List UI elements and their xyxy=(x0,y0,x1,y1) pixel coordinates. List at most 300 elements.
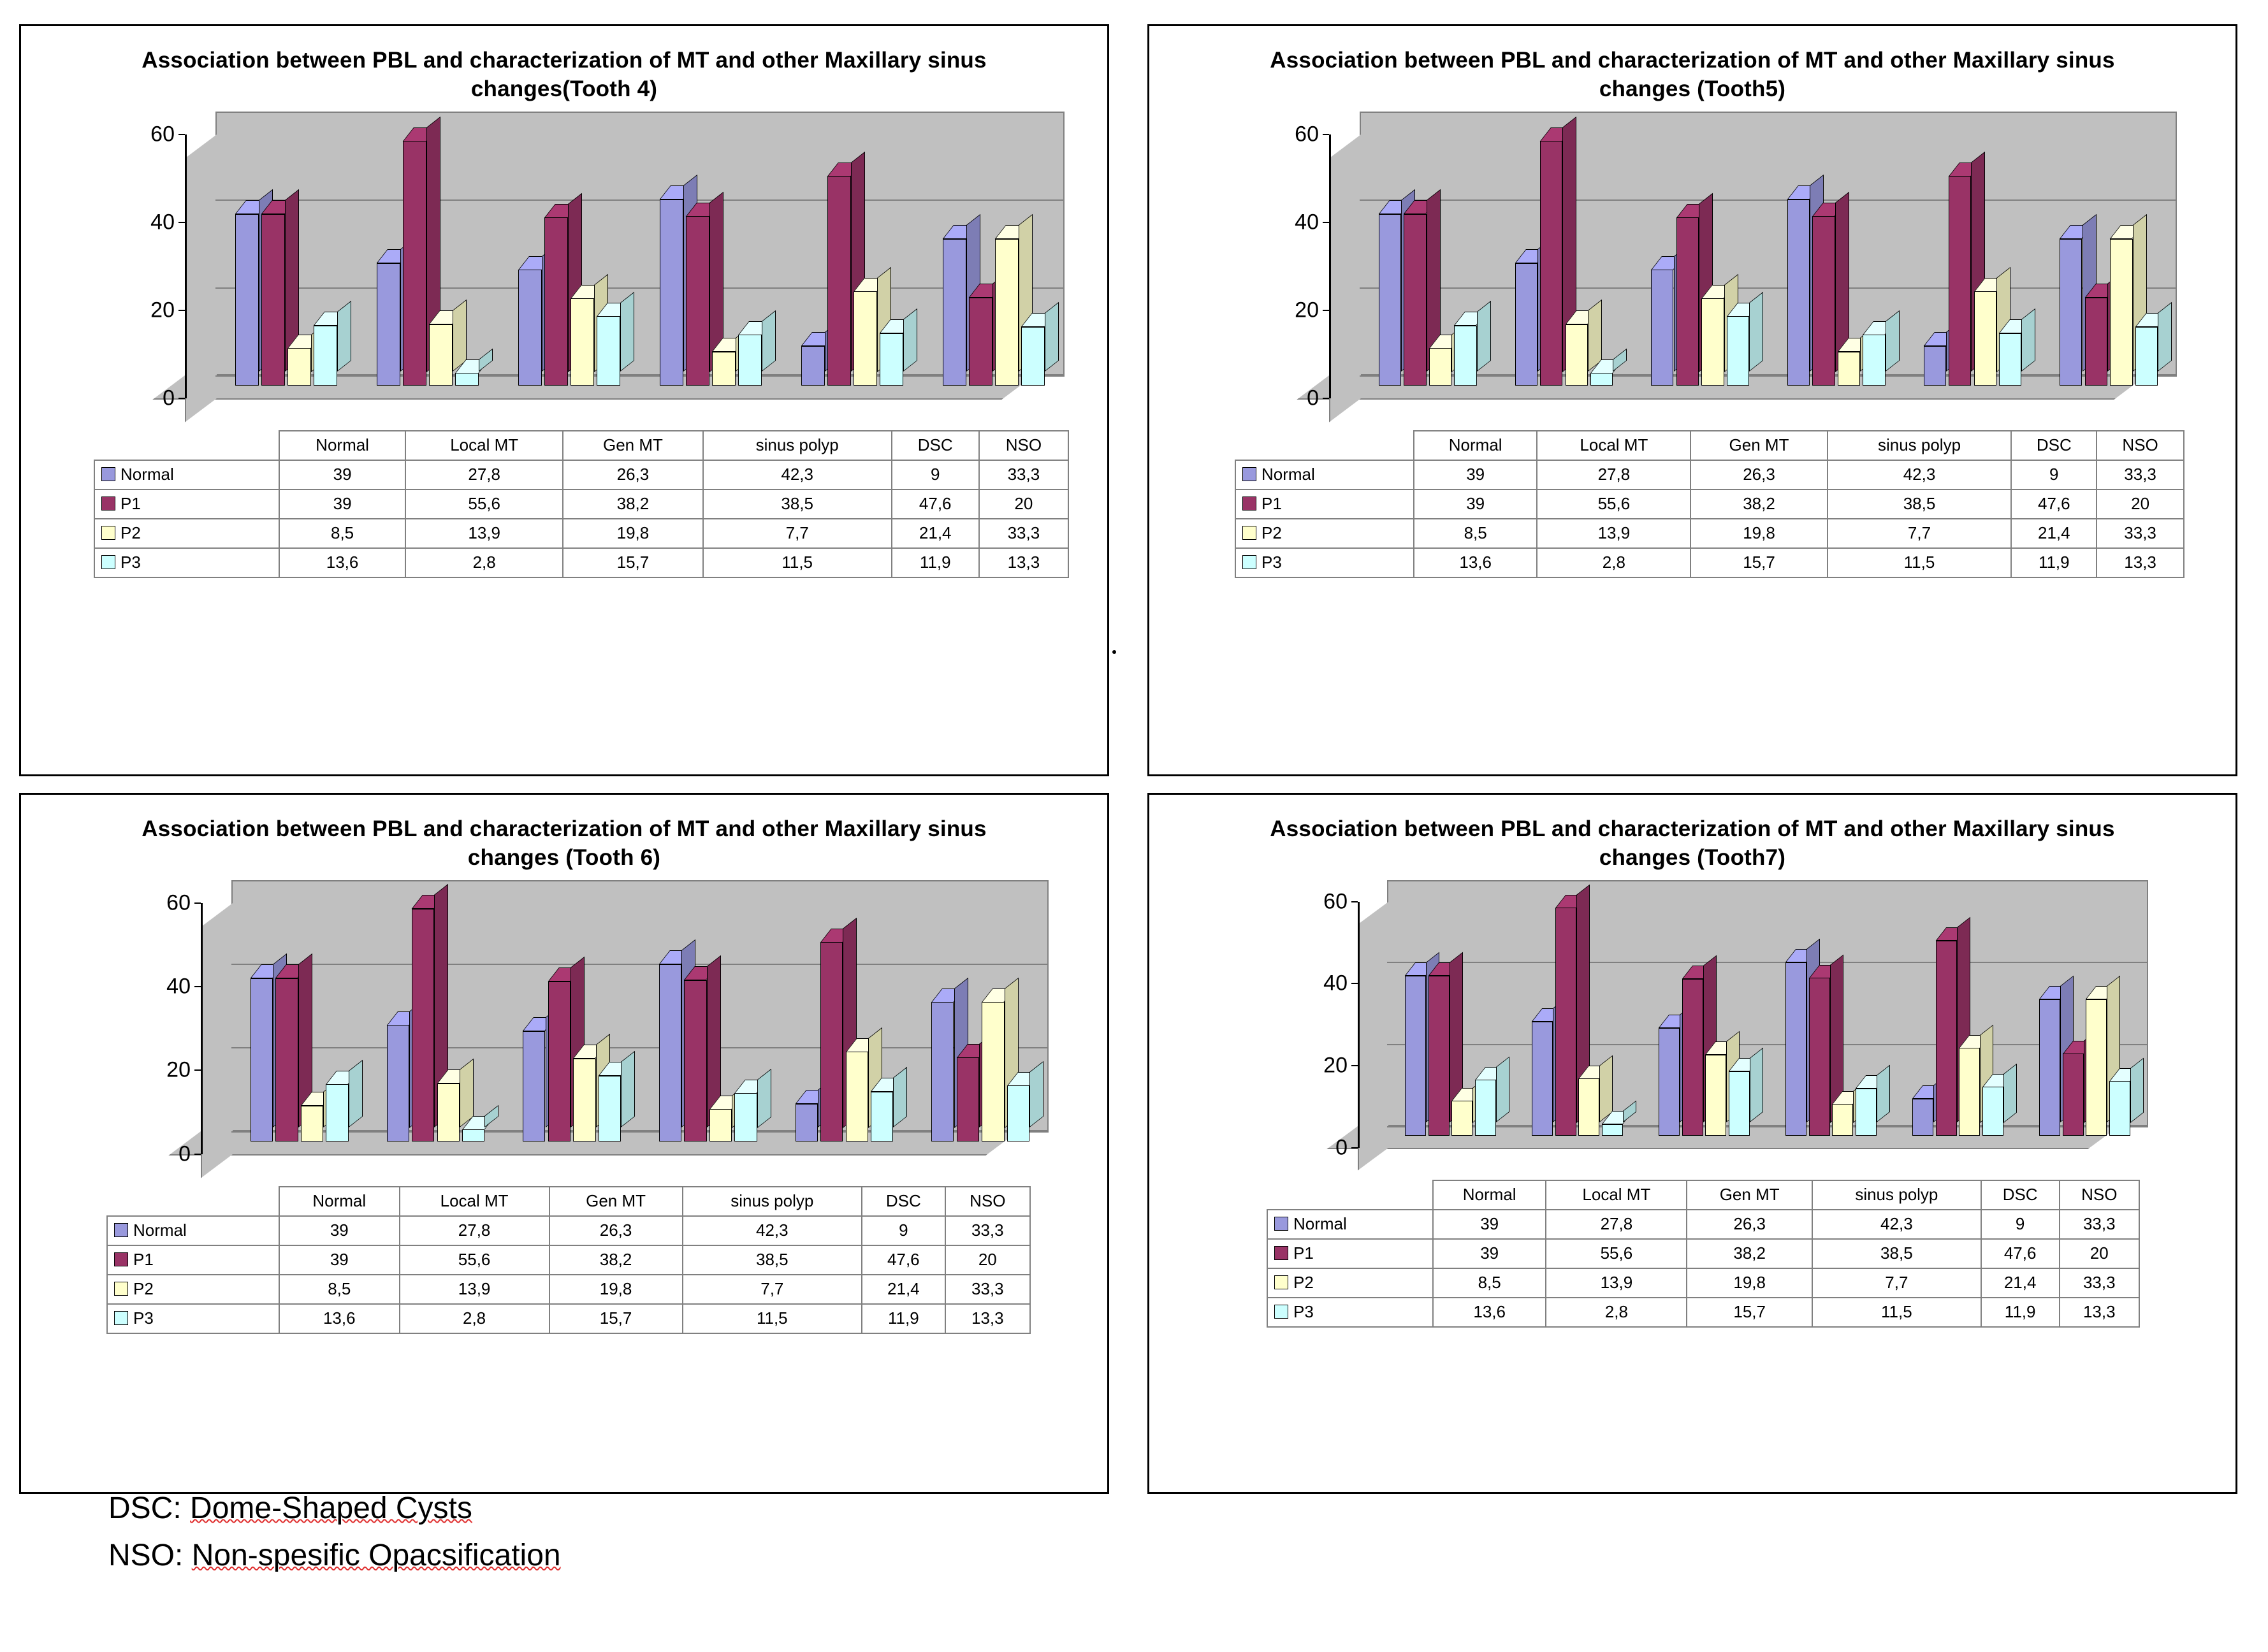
table-cell: 26,3 xyxy=(1690,460,1827,489)
bar-normal-normal xyxy=(235,214,259,386)
y-axis-tick-label: 40 xyxy=(166,974,191,999)
y-axis-tick-label: 20 xyxy=(1295,298,1319,322)
chart-data-table xyxy=(1235,430,2184,578)
bar-side-face xyxy=(757,1069,771,1127)
table-cell: 38,2 xyxy=(1690,489,1827,519)
table-cell: 8,5 xyxy=(279,1275,400,1304)
table-row xyxy=(1235,548,2184,577)
bar-p1-local-mt xyxy=(1540,141,1562,386)
bar-p3-gen-mt xyxy=(597,316,620,385)
y-axis-tick xyxy=(1351,901,1358,902)
table-cell: 33,3 xyxy=(979,460,1068,489)
table-cell: 19,8 xyxy=(549,1275,683,1304)
table-cell: 9 xyxy=(2011,460,2097,489)
chart-tooth5 xyxy=(1208,112,2177,430)
gridline xyxy=(215,199,1065,201)
bar-p1-local-mt xyxy=(412,909,434,1141)
y-axis-tick xyxy=(194,1069,201,1071)
legend-swatch-p1 xyxy=(101,496,115,511)
table-row-label: P3 xyxy=(107,1304,279,1333)
bar-p2-nso xyxy=(2086,999,2107,1136)
table-row xyxy=(1235,460,2184,489)
plot-area xyxy=(1295,112,2177,410)
y-axis-tick xyxy=(1351,1065,1358,1066)
bar-p1-nso xyxy=(957,1057,979,1141)
bar-p1-sinus-polyp xyxy=(686,216,709,386)
table-header-row xyxy=(107,1187,1030,1216)
table-cell: 39 xyxy=(279,1245,400,1275)
table-header-row xyxy=(1267,1180,2139,1210)
table-column-header: Normal xyxy=(1433,1180,1546,1210)
bar-p3-dsc xyxy=(1982,1087,2003,1136)
bar-normal-gen-mt xyxy=(523,1031,545,1141)
table-cell: 55,6 xyxy=(1546,1239,1687,1268)
table-row xyxy=(1267,1239,2139,1268)
bar-p3-sinus-polyp xyxy=(1863,335,1885,385)
bar-p3-gen-mt xyxy=(1729,1071,1750,1136)
table-cell: 13,3 xyxy=(2097,548,2184,577)
gridline xyxy=(1360,112,2177,113)
bar-p2-normal xyxy=(1451,1101,1472,1136)
gridline xyxy=(1387,1044,2148,1045)
table-row xyxy=(107,1245,1030,1275)
table-header-row xyxy=(1235,431,2184,460)
y-axis-tick xyxy=(178,398,185,399)
plot-area xyxy=(1323,880,2148,1160)
gridline xyxy=(1360,199,2177,201)
bar-side-face xyxy=(2130,1057,2144,1122)
bar-p1-normal xyxy=(261,214,285,386)
legend-swatch-normal xyxy=(114,1223,128,1237)
table-row xyxy=(1267,1298,2139,1327)
table-column-header: Local MT xyxy=(1546,1180,1687,1210)
bar-normal-gen-mt xyxy=(1659,1028,1680,1136)
bar-normal-nso xyxy=(2039,999,2060,1136)
chart-data-table xyxy=(106,1186,1031,1334)
bar-p2-gen-mt xyxy=(573,1059,595,1141)
table-corner-cell xyxy=(107,1187,279,1216)
footnote-nso-term: NSO: xyxy=(108,1539,184,1573)
bar-p1-normal xyxy=(1404,214,1426,386)
table-column-header: Gen MT xyxy=(549,1187,683,1216)
table-cell: 33,3 xyxy=(945,1275,1030,1304)
table-cell: 38,2 xyxy=(563,489,703,519)
bar-side-face xyxy=(903,308,917,372)
gridline xyxy=(1387,880,2148,881)
bar-p3-dsc xyxy=(1999,333,2021,386)
table-cell: 27,8 xyxy=(1537,460,1690,489)
table-column-header: NSO xyxy=(2060,1180,2140,1210)
bar-p3-gen-mt xyxy=(1727,316,1749,385)
legend-swatch-p1 xyxy=(1274,1246,1288,1260)
bar-p2-nso xyxy=(995,239,1019,386)
bar-normal-sinus-polyp xyxy=(659,964,681,1141)
y-axis-line xyxy=(201,903,203,1154)
legend-swatch-p3 xyxy=(1274,1305,1288,1319)
table-row xyxy=(1235,489,2184,519)
bar-normal-normal xyxy=(1379,214,1401,386)
table-cell: 11,9 xyxy=(862,1304,945,1333)
table-cell: 27,8 xyxy=(405,460,563,489)
bar-normal-sinus-polyp xyxy=(660,199,683,386)
table-cell: 38,2 xyxy=(1687,1239,1812,1268)
table-cell: 7,7 xyxy=(683,1275,862,1304)
table-row-label: P1 xyxy=(107,1245,279,1275)
footnote-nso-definition: Non-spesific Opacsification xyxy=(191,1539,561,1573)
table-cell: 21,4 xyxy=(2011,519,2097,548)
table-row xyxy=(107,1216,1030,1245)
page-title: Association between PBL and characterization of MT and other Maxillary sinus changes(Tooth 4) xyxy=(142,48,987,101)
table-cell: 42,3 xyxy=(1812,1210,1981,1239)
table-cell: 2,8 xyxy=(1537,548,1690,577)
y-axis-tick-label: 40 xyxy=(150,210,175,235)
bar-p2-sinus-polyp xyxy=(1832,1104,1853,1136)
bar-p1-dsc xyxy=(1936,941,1957,1136)
table-cell: 13,3 xyxy=(979,548,1068,577)
footnote-nso xyxy=(108,1532,561,1579)
table-cell: 33,3 xyxy=(979,519,1068,548)
bar-side-face xyxy=(1886,310,1900,372)
bar-p3-dsc xyxy=(880,333,903,386)
legend-swatch-normal xyxy=(101,467,115,481)
page-title: Association between PBL and characterization of MT and other Maxillary sinus changes (Tooth 6) xyxy=(142,816,987,870)
bar-side-face xyxy=(337,301,351,372)
table-column-header: DSC xyxy=(1981,1180,2060,1210)
table-cell: 38,5 xyxy=(683,1245,862,1275)
table-cell: 2,8 xyxy=(405,548,563,577)
chart-tooth7 xyxy=(1237,880,2148,1180)
table-cell: 20 xyxy=(945,1245,1030,1275)
chart-data-table xyxy=(94,430,1069,578)
bar-normal-nso xyxy=(931,1002,954,1141)
chart-tooth6 xyxy=(80,880,1049,1186)
table-cell: 2,8 xyxy=(400,1304,549,1333)
plot-left-wall xyxy=(201,903,233,1178)
table-cell: 13,9 xyxy=(400,1275,549,1304)
table-cell: 27,8 xyxy=(1546,1210,1687,1239)
table-cell: 39 xyxy=(1433,1239,1546,1268)
table-cell: 13,3 xyxy=(2060,1298,2140,1327)
bar-p1-gen-mt xyxy=(544,217,568,386)
bar-p3-sinus-polyp xyxy=(1856,1089,1877,1136)
table-column-header: NSO xyxy=(979,431,1068,460)
table-row-label: P2 xyxy=(107,1275,279,1304)
table-cell: 7,7 xyxy=(703,519,892,548)
table-corner-cell xyxy=(1235,431,1414,460)
table-cell: 8,5 xyxy=(1433,1268,1546,1298)
table-row-label: P3 xyxy=(1267,1298,1433,1327)
bar-normal-dsc xyxy=(1924,346,1946,386)
table-corner-cell xyxy=(1267,1180,1433,1210)
bar-p3-local-mt xyxy=(1602,1124,1623,1136)
chart-panel-tooth7 xyxy=(1147,793,2237,1494)
gridline xyxy=(1360,287,2177,289)
table-column-header: sinus polyp xyxy=(703,431,892,460)
y-axis-tick xyxy=(1323,310,1329,311)
data-table-tooth4 xyxy=(36,430,1092,578)
bar-p3-normal xyxy=(1475,1080,1496,1135)
bar-p3-sinus-polyp xyxy=(738,335,762,385)
table-cell: 20 xyxy=(979,489,1068,519)
table-cell: 15,7 xyxy=(1687,1298,1812,1327)
bar-p2-local-mt xyxy=(1566,324,1588,386)
bar-p2-gen-mt xyxy=(1705,1055,1726,1136)
bar-normal-local-mt xyxy=(387,1025,409,1141)
bar-p1-local-mt xyxy=(403,141,426,386)
y-axis-tick xyxy=(1351,983,1358,984)
bar-normal-nso xyxy=(943,239,966,386)
bar-p2-sinus-polyp xyxy=(712,352,736,386)
table-column-header: Local MT xyxy=(400,1187,549,1216)
table-cell: 9 xyxy=(892,460,979,489)
table-cell: 38,2 xyxy=(549,1245,683,1275)
table-cell: 11,5 xyxy=(703,548,892,577)
bar-p3-local-mt xyxy=(1590,373,1613,385)
table-cell: 8,5 xyxy=(279,519,405,548)
table-cell: 21,4 xyxy=(1981,1268,2060,1298)
table-cell: 20 xyxy=(2060,1239,2140,1268)
data-table-tooth7 xyxy=(1165,1180,2220,1328)
table-cell: 21,4 xyxy=(892,519,979,548)
chart-panel-tooth5 xyxy=(1147,24,2237,776)
bar-side-face xyxy=(1029,1061,1043,1127)
bar-p2-sinus-polyp xyxy=(1838,352,1860,386)
bar-side-face xyxy=(1749,292,1763,372)
y-axis-tick-label: 20 xyxy=(1323,1053,1348,1078)
bar-p1-gen-mt xyxy=(548,982,571,1141)
bar-normal-gen-mt xyxy=(1651,270,1673,385)
bar-p3-local-mt xyxy=(462,1129,484,1141)
bar-p1-local-mt xyxy=(1555,908,1576,1136)
table-cell: 26,3 xyxy=(549,1216,683,1245)
legend-swatch-normal xyxy=(1274,1217,1288,1231)
gridline xyxy=(1360,375,2177,377)
y-axis-line xyxy=(1329,134,1331,398)
table-column-header: NSO xyxy=(945,1187,1030,1216)
table-row-label: Normal xyxy=(94,460,279,489)
legend-swatch-p3 xyxy=(101,555,115,569)
chart-data-table xyxy=(1267,1180,2140,1328)
table-cell: 39 xyxy=(1414,460,1537,489)
bar-side-face xyxy=(349,1060,363,1127)
y-axis-tick xyxy=(178,310,185,311)
bar-p3-local-mt xyxy=(455,373,479,385)
chart-panel-tooth4 xyxy=(19,24,1109,776)
table-cell: 42,3 xyxy=(683,1216,862,1245)
table-column-header: Gen MT xyxy=(1690,431,1827,460)
bar-side-face xyxy=(1045,303,1059,372)
table-cell: 47,6 xyxy=(892,489,979,519)
y-axis-tick-label: 60 xyxy=(1323,889,1348,914)
legend-swatch-p1 xyxy=(1242,496,1256,511)
y-axis-tick-label: 60 xyxy=(166,890,191,915)
bar-normal-sinus-polyp xyxy=(1787,199,1810,386)
table-cell: 33,3 xyxy=(2060,1268,2140,1298)
bar-p2-gen-mt xyxy=(1701,298,1724,386)
bar-normal-normal xyxy=(251,978,273,1141)
table-column-header: Gen MT xyxy=(1687,1180,1812,1210)
table-cell: 11,5 xyxy=(1828,548,2012,577)
bar-p2-nso xyxy=(982,1002,1004,1141)
gridline xyxy=(1387,962,2148,963)
bar-normal-local-mt xyxy=(377,263,400,386)
bar-p2-local-mt xyxy=(437,1083,460,1141)
bar-p1-gen-mt xyxy=(1682,979,1703,1136)
y-axis-line xyxy=(1358,902,1360,1148)
gridline xyxy=(215,112,1065,113)
table-column-header: sinus polyp xyxy=(1812,1180,1981,1210)
y-axis-tick-label: 0 xyxy=(178,1141,191,1166)
y-axis-tick-label: 20 xyxy=(166,1057,191,1082)
bar-p1-gen-mt xyxy=(1676,217,1699,386)
table-column-header: DSC xyxy=(862,1187,945,1216)
table-cell: 13,6 xyxy=(1433,1298,1546,1327)
table-cell: 26,3 xyxy=(563,460,703,489)
gridline xyxy=(231,880,1049,881)
bar-normal-dsc xyxy=(801,346,825,386)
table-column-header: Normal xyxy=(1414,431,1537,460)
table-row-label: P2 xyxy=(1235,519,1414,548)
bar-side-face xyxy=(2158,303,2172,372)
bar-side-face xyxy=(620,292,634,372)
y-axis-tick xyxy=(194,1154,201,1155)
legend-swatch-p2 xyxy=(1274,1275,1288,1289)
bar-p1-dsc xyxy=(827,176,851,385)
chart-panel-tooth6 xyxy=(19,793,1109,1494)
table-cell: 13,9 xyxy=(1537,519,1690,548)
table-cell: 7,7 xyxy=(1828,519,2012,548)
table-row-label: P1 xyxy=(1267,1239,1433,1268)
table-cell: 19,8 xyxy=(1690,519,1827,548)
bar-normal-gen-mt xyxy=(518,270,542,385)
bar-normal-dsc xyxy=(796,1104,818,1141)
table-cell: 11,5 xyxy=(683,1304,862,1333)
gridline xyxy=(1387,1126,2148,1127)
bar-p2-sinus-polyp xyxy=(709,1109,732,1141)
bar-normal-sinus-polyp xyxy=(1785,962,1806,1136)
table-row-label: P3 xyxy=(94,548,279,577)
y-axis-tick-label: 0 xyxy=(1335,1135,1348,1160)
table-cell: 13,6 xyxy=(1414,548,1537,577)
data-table-tooth5 xyxy=(1165,430,2220,578)
table-cell: 47,6 xyxy=(862,1245,945,1275)
bar-normal-dsc xyxy=(1912,1099,1933,1136)
table-row-label: P2 xyxy=(1267,1268,1433,1298)
table-column-header: Local MT xyxy=(1537,431,1690,460)
table-corner-cell xyxy=(94,431,279,460)
bar-p2-gen-mt xyxy=(571,298,594,386)
table-cell: 15,7 xyxy=(563,548,703,577)
table-cell: 26,3 xyxy=(1687,1210,1812,1239)
table-row xyxy=(1267,1268,2139,1298)
table-row xyxy=(107,1304,1030,1333)
table-cell: 11,9 xyxy=(1981,1298,2060,1327)
gridline xyxy=(231,964,1049,965)
legend-swatch-p1 xyxy=(114,1252,128,1266)
bar-side-face xyxy=(2021,308,2035,372)
table-cell: 27,8 xyxy=(400,1216,549,1245)
bar-p1-normal xyxy=(275,978,298,1141)
table-column-header: DSC xyxy=(2011,431,2097,460)
table-row xyxy=(94,519,1068,548)
table-cell: 42,3 xyxy=(1828,460,2012,489)
table-cell: 39 xyxy=(279,489,405,519)
table-row-label: P1 xyxy=(94,489,279,519)
table-column-header: sinus polyp xyxy=(683,1187,862,1216)
plot-area xyxy=(150,112,1065,410)
bar-p2-dsc xyxy=(846,1052,868,1141)
bar-p1-sinus-polyp xyxy=(684,980,706,1141)
bar-p3-normal xyxy=(314,326,337,386)
table-row xyxy=(1267,1210,2139,1239)
table-row xyxy=(107,1275,1030,1304)
table-row-label: P1 xyxy=(1235,489,1414,519)
footnotes xyxy=(108,1485,561,1580)
y-axis-tick xyxy=(194,902,201,904)
table-cell: 38,5 xyxy=(1828,489,2012,519)
y-axis-tick xyxy=(1323,134,1329,135)
table-cell: 13,9 xyxy=(405,519,563,548)
bar-normal-local-mt xyxy=(1532,1022,1553,1136)
table-cell: 33,3 xyxy=(2097,519,2184,548)
table-cell: 39 xyxy=(1433,1210,1546,1239)
table-column-header: Gen MT xyxy=(563,431,703,460)
y-axis-tick xyxy=(1323,222,1329,223)
y-axis-line xyxy=(185,134,187,398)
table-cell: 15,7 xyxy=(1690,548,1827,577)
table-cell: 33,3 xyxy=(2060,1210,2140,1239)
bar-p1-sinus-polyp xyxy=(1812,216,1835,386)
bar-normal-local-mt xyxy=(1515,263,1537,386)
bar-p2-dsc xyxy=(854,291,877,386)
y-axis-tick-label: 60 xyxy=(1295,122,1319,147)
table-cell: 11,9 xyxy=(892,548,979,577)
table-cell: 33,3 xyxy=(945,1216,1030,1245)
table-cell: 11,9 xyxy=(2011,548,2097,577)
table-column-header: Normal xyxy=(279,1187,400,1216)
bar-side-face xyxy=(1496,1057,1509,1123)
table-cell: 55,6 xyxy=(405,489,563,519)
bar-p1-nso xyxy=(2085,298,2107,386)
table-cell: 15,7 xyxy=(549,1304,683,1333)
table-row-label: P2 xyxy=(94,519,279,548)
y-axis-tick-label: 40 xyxy=(1295,210,1319,235)
table-column-header: DSC xyxy=(892,431,979,460)
plot-area xyxy=(166,880,1049,1166)
table-cell: 20 xyxy=(2097,489,2184,519)
table-cell: 9 xyxy=(862,1216,945,1245)
data-table-tooth6 xyxy=(36,1186,1092,1334)
bar-normal-normal xyxy=(1405,976,1426,1136)
page-title: Association between PBL and characterization of MT and other Maxillary sinus changes (Tooth7) xyxy=(1270,816,2115,870)
table-column-header: Local MT xyxy=(405,431,563,460)
table-row-label: Normal xyxy=(1235,460,1414,489)
plot-left-wall xyxy=(1358,902,1388,1170)
legend-swatch-normal xyxy=(1242,467,1256,481)
y-axis-tick-label: 60 xyxy=(150,122,175,147)
bar-p2-normal xyxy=(1429,348,1451,386)
table-cell: 2,8 xyxy=(1546,1298,1687,1327)
plot-left-wall xyxy=(185,134,217,423)
table-cell: 47,6 xyxy=(2011,489,2097,519)
bar-side-face xyxy=(621,1051,635,1127)
bar-side-face xyxy=(1477,301,1491,372)
table-cell: 13,6 xyxy=(279,548,405,577)
footnote-dsc-definition: Dome-Shaped Cysts xyxy=(190,1491,472,1525)
table-cell: 38,5 xyxy=(703,489,892,519)
stray-mark xyxy=(1112,650,1116,654)
bar-p1-dsc xyxy=(1949,176,1971,385)
